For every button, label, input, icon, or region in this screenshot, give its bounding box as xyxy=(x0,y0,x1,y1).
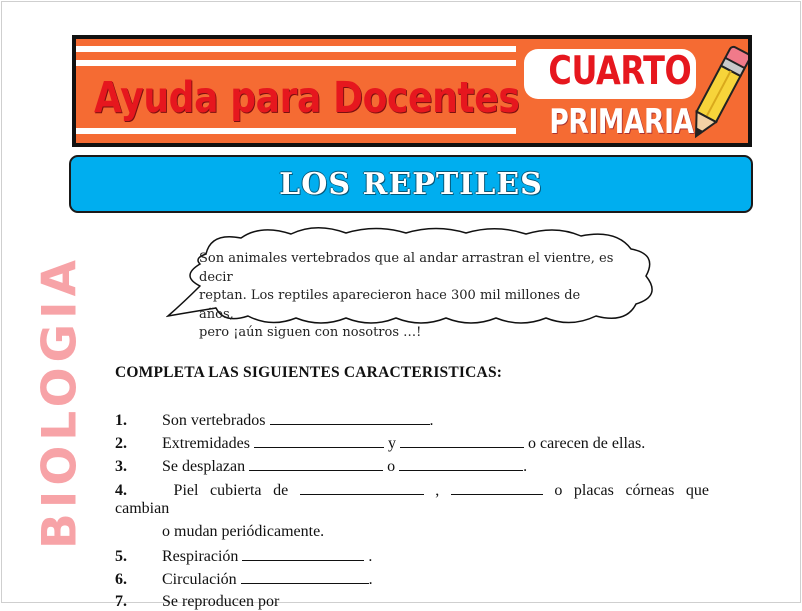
banner-stripe xyxy=(76,60,516,66)
item-text: o mudan periódicamente. xyxy=(162,523,325,540)
list-item xyxy=(115,593,279,611)
list-item xyxy=(115,434,645,453)
banner-stripe xyxy=(76,46,516,52)
grade-level-top: CUARTO xyxy=(548,49,692,94)
list-item xyxy=(115,411,434,430)
item-text: Piel xyxy=(173,482,199,499)
item-number: 6. xyxy=(115,571,127,588)
answer-blank[interactable] xyxy=(400,434,524,448)
lesson-title-bar xyxy=(69,155,753,213)
item-number: 3. xyxy=(115,458,127,475)
answer-blank[interactable] xyxy=(451,481,543,495)
answer-blank[interactable] xyxy=(270,411,430,425)
list-item-continuation xyxy=(162,523,324,541)
item-number: 4. xyxy=(115,482,127,499)
intro-line: pero ¡aún siguen con nosotros …! xyxy=(199,325,422,340)
item-text: o carecen de ellas. xyxy=(527,435,646,452)
item-text: o xyxy=(554,482,563,499)
answer-blank[interactable] xyxy=(249,457,383,471)
list-item-continuation xyxy=(115,500,169,518)
item-text: Se reproducen por xyxy=(162,593,280,610)
intro-line: Son animales vertebrados que al andar arrastran el vientre, es decir xyxy=(199,251,614,285)
item-text: Son vertebrados xyxy=(162,412,266,429)
answer-blank[interactable] xyxy=(300,481,424,495)
item-text: . xyxy=(429,412,434,429)
pencil-icon xyxy=(684,41,748,143)
list-item xyxy=(115,481,709,500)
subject-side-label: BIOLOGIA xyxy=(32,255,88,549)
header-banner xyxy=(72,35,752,147)
item-text: . xyxy=(368,548,373,565)
item-text: cubierta xyxy=(209,482,262,499)
item-text: placas xyxy=(573,482,614,499)
intro-text xyxy=(199,250,619,343)
item-text: Extremidades xyxy=(162,435,250,452)
item-number: 1. xyxy=(115,412,127,429)
item-text: córneas xyxy=(625,482,675,499)
answer-blank[interactable] xyxy=(254,434,384,448)
answer-blank[interactable] xyxy=(399,457,523,471)
grade-level-bottom: PRIMARIA xyxy=(549,102,694,142)
item-text: . xyxy=(523,458,528,475)
item-text: o xyxy=(387,458,396,475)
item-text: . xyxy=(368,571,373,588)
banner-background xyxy=(76,39,748,143)
item-number: 5. xyxy=(115,548,127,565)
banner-title: Ayuda para Docentes xyxy=(94,73,520,123)
answer-blank[interactable] xyxy=(241,570,369,584)
item-text: Circulación xyxy=(162,571,237,588)
worksheet-heading: COMPLETA LAS SIGUIENTES CARACTERISTICAS: xyxy=(115,364,503,381)
item-text: y xyxy=(387,435,396,452)
document-page xyxy=(1,1,801,610)
item-text: Respiración xyxy=(162,548,239,565)
list-item xyxy=(115,547,372,566)
item-number: 2. xyxy=(115,435,127,452)
item-text: , xyxy=(435,482,440,499)
lesson-title: LOS REPTILES xyxy=(279,167,543,202)
answer-blank[interactable] xyxy=(242,547,364,561)
item-text: de xyxy=(273,482,289,499)
intro-line: reptan. Los reptiles aparecieron hace 300 mil millones de años, xyxy=(199,288,581,322)
item-text: que xyxy=(685,482,709,499)
item-number: 7. xyxy=(115,593,127,610)
item-text: cambian xyxy=(115,500,170,517)
banner-stripe xyxy=(76,128,516,134)
list-item xyxy=(115,570,373,589)
item-text: Se desplazan xyxy=(162,458,246,475)
list-item xyxy=(115,457,527,476)
